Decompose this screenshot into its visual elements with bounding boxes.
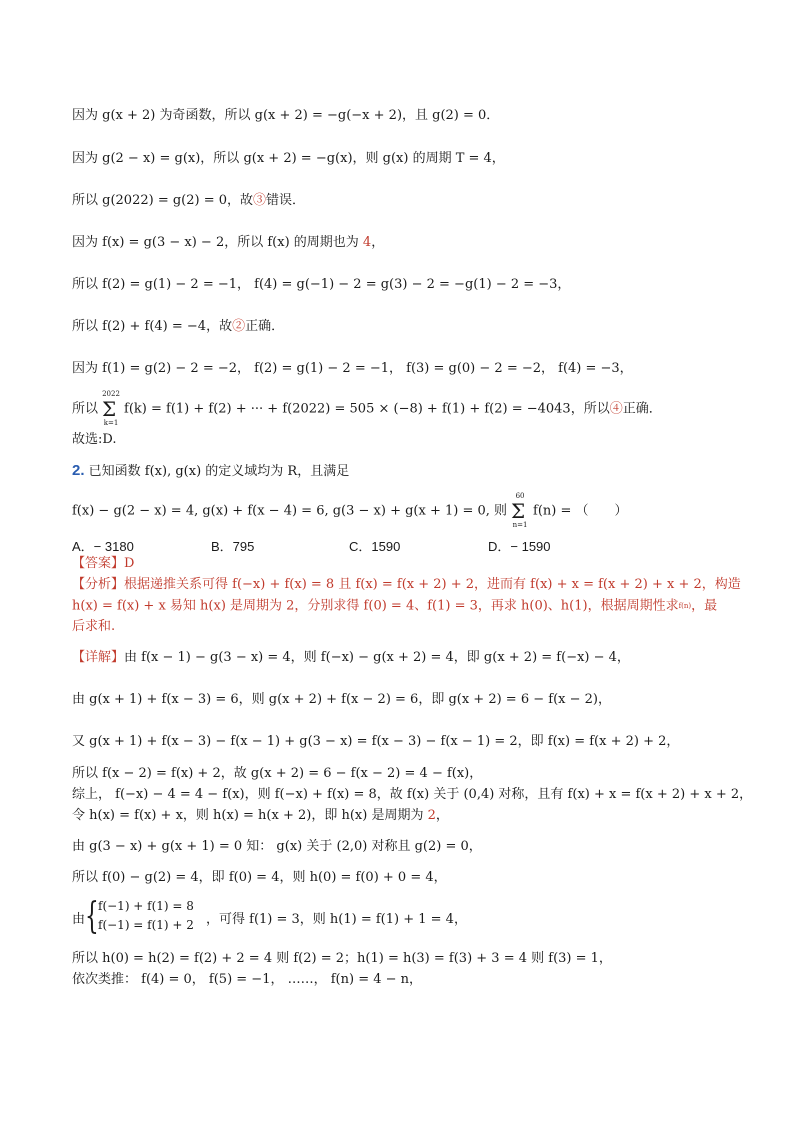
summation-symbol bbox=[509, 494, 531, 528]
sum-lower-limit: n=1 bbox=[512, 521, 528, 529]
text: 正确． bbox=[245, 319, 285, 334]
question-condition bbox=[72, 494, 628, 529]
detail-line-10: 所以 h(0) = h(2) = f(2) + 2 = 4 则 f(2) = 2；h(1) = h(3) = f(3) + 3 = 4 则 f(3) = 1， bbox=[72, 951, 612, 966]
analysis-tag: 【分析】 bbox=[72, 577, 125, 592]
text: ，可得 f(1) = 3，则 h(1) = f(1) + 1 = 4， bbox=[206, 912, 467, 927]
solution-line-8 bbox=[72, 392, 662, 427]
answer-line bbox=[72, 556, 134, 572]
detail-line-7: 由 g(3 − x) + g(x + 1) = 0 知： g(x) 关于 (2,0) 对称且 g(2) = 0， bbox=[72, 839, 482, 854]
circled-number-3: ③ bbox=[253, 193, 267, 208]
text: 由 f(x − 1) − g(3 − x) = 4，则 f(−x) − g(x + 2) = 4，即 g(x + 2) = f(−x) − 4， bbox=[124, 650, 630, 665]
text: ，最 bbox=[691, 598, 718, 614]
text: ， bbox=[371, 235, 385, 250]
detail-line-6 bbox=[72, 808, 449, 824]
summation-symbol bbox=[100, 392, 122, 426]
answer-tag: 【答案】 bbox=[72, 556, 125, 571]
analysis-line-3: 后求和. bbox=[72, 619, 116, 634]
text: f(x) − g(2 − x) = 4, g(x) + f(x − 4) = 6, g(3 − x) + g(x + 1) = 0, 则 bbox=[72, 503, 508, 519]
detail-line-1 bbox=[72, 650, 630, 666]
solution-line-2: 因为 g(2 − x) = g(x)，所以 g(x + 2) = −g(x)，则 g(x) 的周期 T = 4， bbox=[72, 151, 505, 166]
detail-line-11: 依次类推： f(4) = 0， f(5) = −1， ……， f(n) = 4 − n， bbox=[72, 972, 423, 987]
detail-line-4: 所以 f(x − 2) = f(x) + 2，故 g(x + 2) = 6 − f(x − 2) = 4 − f(x)， bbox=[72, 766, 483, 781]
sum-upper-limit: 2022 bbox=[102, 390, 120, 398]
question-stem bbox=[72, 463, 349, 480]
equation-1: f(−1) + f(1) = 8 bbox=[98, 899, 194, 913]
text: 根据递推关系可得 f(−x) + f(x) = 8 且 f(x) = f(x + 2) + 2，进而有 f(x) + x = f(x + 2) + x + 2，构造 bbox=[124, 577, 741, 592]
highlight-number: 2 bbox=[427, 808, 436, 823]
text: 由 bbox=[72, 912, 86, 927]
sigma-icon: Σ bbox=[511, 499, 526, 523]
solution-line-5: 所以 f(2) = g(1) − 2 = −1， f(4) = g(−1) − 2 = g(3) − 2 = −g(1) − 2 = −3， bbox=[72, 277, 571, 292]
text: f(n) = （ ） bbox=[533, 503, 628, 519]
option-d: D．− 1590 bbox=[488, 539, 551, 554]
text: 正确． bbox=[622, 401, 662, 417]
option-c: C．1590 bbox=[349, 539, 401, 554]
text: 所以 bbox=[72, 401, 99, 417]
text: 令 h(x) = f(x) + x，则 h(x) = h(x + 2)，即 h(x) 是周期为 bbox=[72, 808, 428, 823]
detail-line-5: 综上， f(−x) − 4 = 4 − f(x)，则 f(−x) + f(x) = 8，故 f(x) 关于 (0,4) 对称，且有 f(x) + x = f(x + 2) + x + 2， bbox=[72, 787, 753, 802]
sum-lower-limit: k=1 bbox=[103, 419, 119, 427]
text: f(k) = f(1) + f(2) + ··· + f(2022) = 505 × (−8) + f(1) + f(2) = −4043，所以 bbox=[124, 401, 610, 417]
solution-line-4 bbox=[72, 235, 384, 251]
solution-line-1: 因为 g(x + 2) 为奇函数，所以 g(x + 2) = −g(−x + 2)，且 g(2) = 0． bbox=[72, 108, 500, 123]
text: 因为 f(x) = g(3 − x) − 2，所以 f(x) 的周期也为 bbox=[72, 235, 363, 250]
small-formula: f(n) bbox=[678, 602, 692, 610]
highlight-number: 4 bbox=[362, 235, 372, 250]
text: 已知函数 f(x), g(x) 的定义域均为 R，且满足 bbox=[88, 464, 350, 479]
solution-line-9: 故选:D. bbox=[72, 432, 117, 447]
question-number: 2. bbox=[72, 462, 85, 479]
option-b: B．795 bbox=[211, 539, 255, 554]
analysis-line-2 bbox=[72, 598, 717, 615]
equation-2: f(−1) = f(1) + 2 bbox=[98, 918, 194, 932]
detail-tag: 【详解】 bbox=[72, 650, 125, 665]
circled-number-4: ④ bbox=[609, 401, 623, 417]
text: ， bbox=[435, 808, 449, 823]
analysis-line-1 bbox=[72, 577, 741, 593]
text: 所以 f(2) + f(4) = −4，故 bbox=[72, 319, 233, 334]
detail-line-8: 所以 f(0) − g(2) = 4，即 f(0) = 4，则 h(0) = f(0) + 0 = 4， bbox=[72, 870, 447, 885]
solution-line-7: 因为 f(1) = g(2) − 2 = −2， f(2) = g(1) − 2 = −1， f(3) = g(0) − 2 = −2， f(4) = −3， bbox=[72, 361, 633, 376]
answer-value: D bbox=[124, 556, 135, 571]
sigma-icon: Σ bbox=[102, 397, 117, 421]
text: h(x) = f(x) + x 易知 h(x) 是周期为 2，分别求得 f(0) = 4、f(1) = 3，再求 h(0)、h(1)，根据周期性求 bbox=[72, 598, 679, 614]
circled-number-2: ② bbox=[232, 319, 246, 334]
text: 错误． bbox=[266, 193, 306, 208]
left-brace: { bbox=[85, 896, 99, 937]
option-a: A．− 3180 bbox=[72, 539, 134, 554]
detail-line-2: 由 g(x + 1) + f(x − 3) = 6，则 g(x + 2) + f(x − 2) = 6，即 g(x + 2) = 6 − f(x − 2)， bbox=[72, 692, 611, 707]
text: 所以 g(2022) = g(2) = 0，故 bbox=[72, 193, 254, 208]
solution-line-6 bbox=[72, 319, 284, 335]
sum-upper-limit: 60 bbox=[515, 492, 525, 500]
solution-line-3 bbox=[72, 193, 305, 209]
detail-line-3: 又 g(x + 1) + f(x − 3) − f(x − 1) + g(3 − x) = f(x − 3) − f(x − 1) = 2，即 f(x) = f(x + 2) + 2， bbox=[72, 734, 680, 749]
